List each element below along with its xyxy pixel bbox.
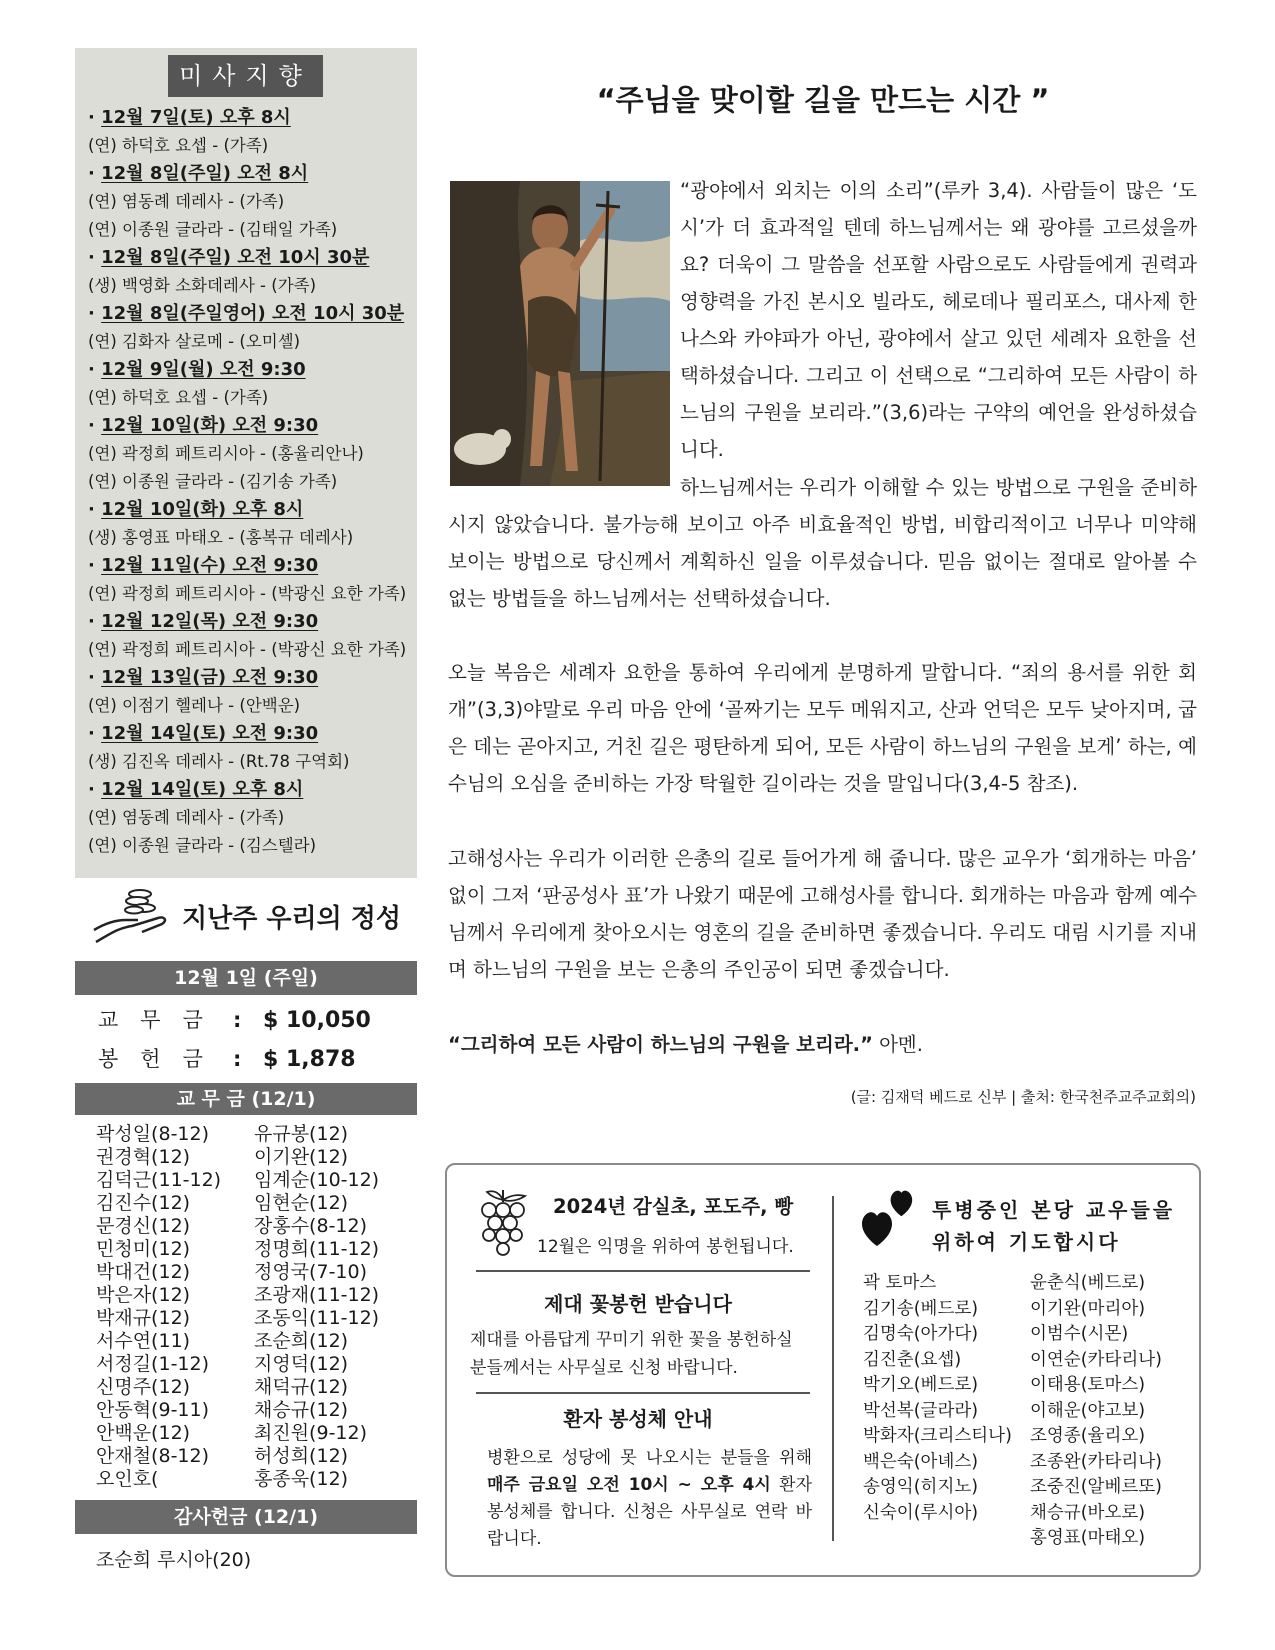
name-entry: 최진원(9-12) <box>254 1422 368 1444</box>
name-entry: 신숙이(루시아) <box>863 1502 979 1523</box>
mass-date-heading <box>86 356 416 384</box>
mass-date-heading <box>86 412 416 440</box>
name-entry: 이해운(야고보) <box>1030 1400 1146 1421</box>
name-entry: 이범수(시몬) <box>1030 1324 1129 1344</box>
article-closing-amen: 아멘. <box>872 1033 923 1056</box>
mass-intention-item: (연) 하덕호 요셉 - (가족) <box>88 136 269 155</box>
mass-date-text: 12월 12일(목) 오전 9:30 <box>101 611 319 632</box>
mass-intention-item: (연) 염동례 데레사 - (가족) <box>88 192 285 211</box>
name-entry: 조영종(율리오) <box>1030 1426 1146 1446</box>
mass-date-heading <box>86 160 416 188</box>
name-entry: 안동혁(9-11) <box>96 1399 210 1421</box>
name-entry: 박재규(12) <box>96 1307 191 1329</box>
mass-intention-item: (연) 이종원 글라라 - (김태일 가족) <box>88 220 338 239</box>
bullet: · <box>88 667 102 688</box>
bullet: · <box>88 555 102 576</box>
name-entry: 김기송(베드로) <box>863 1298 979 1319</box>
name-entry: 유규봉(12) <box>254 1123 349 1145</box>
mass-intention-item: (연) 곽정희 페트리시아 - (박광신 요한 가족) <box>88 584 407 603</box>
sick-communion-text <box>487 1445 812 1553</box>
flower-offering-text: 제대를 아름답게 꾸미기 위한 꽃을 봉헌하실 분들께서는 사무실로 신청 바랍니다. <box>470 1330 793 1378</box>
mass-date-text: 12월 7일(토) 오후 8시 <box>101 107 291 128</box>
name-entry: 임현순(12) <box>254 1192 349 1214</box>
mass-intention-item: (생) 홍영표 마태오 - (홍복규 데레사) <box>88 528 354 547</box>
divider <box>476 1392 810 1394</box>
offering-date-bar: 12월 1일 (주일) <box>75 961 417 995</box>
offering-colon: : <box>233 1008 242 1032</box>
john-the-baptist-painting <box>450 181 670 486</box>
prayer-column-2 <box>1030 1271 1190 1552</box>
name-entry: 조종완(카타리나) <box>1030 1451 1162 1472</box>
name-entry: 정명희(11-12) <box>254 1238 380 1260</box>
mass-intention-item: (생) 백영화 소화데레사 - (가족) <box>88 276 317 295</box>
mass-intention-item: (연) 곽정희 페트리시아 - (홍율리안나) <box>88 444 364 463</box>
name-entry: 박화자(크리스티나) <box>863 1426 1012 1446</box>
mass-date-heading <box>86 664 416 692</box>
mass-intention-item: (연) 염동례 데레사 - (가족) <box>88 808 285 827</box>
bullet: · <box>88 415 102 436</box>
mass-date-text: 12월 8일(주일영어) 오전 10시 30분 <box>101 303 405 324</box>
name-entry: 조동익(11-12) <box>254 1307 380 1329</box>
mass-date-heading <box>86 552 416 580</box>
mass-date-text: 12월 13일(금) 오전 9:30 <box>101 667 319 688</box>
divider <box>476 1270 810 1272</box>
name-entry: 윤춘식(베드로) <box>1030 1273 1146 1293</box>
name-entry: 곽성일(8-12) <box>96 1123 210 1145</box>
name-entry: 안백운(12) <box>96 1422 191 1444</box>
mass-date-heading <box>86 608 416 636</box>
article-title: “주님을 맞이할 길을 만드는 시간 ” <box>596 83 1050 117</box>
name-entry: 장홍수(8-12) <box>254 1215 368 1237</box>
name-entry: 박대건(12) <box>96 1261 191 1283</box>
offering-value: $ 10,050 <box>263 1008 371 1033</box>
bullet: · <box>88 779 102 800</box>
name-entry: 신명주(12) <box>96 1376 191 1398</box>
mass-date-heading <box>86 104 416 132</box>
name-entry: 조중진(알베르또) <box>1030 1477 1162 1497</box>
mass-date-heading <box>86 496 416 524</box>
mass-date-text: 12월 10일(화) 오후 8시 <box>101 499 304 520</box>
bullet: · <box>88 499 102 520</box>
prayer-title: 투병중인 본당 교우들을 위하여 기도합시다 <box>932 1198 1176 1254</box>
name-entry: 정영국(7-10) <box>254 1261 368 1283</box>
name-entry: 이기완(마리아) <box>1030 1298 1146 1319</box>
gyomu-name-list <box>96 1123 416 1491</box>
offering-row-gyomu <box>98 1003 371 1037</box>
mass-date-heading <box>86 720 416 748</box>
mass-intentions-title: 미사지향 <box>168 55 323 97</box>
name-entry: 허성희(12) <box>254 1445 349 1467</box>
sick-communion-text-1: 병환으로 성당에 못 나오시는 분들을 위해 <box>487 1448 812 1468</box>
mass-date-text: 12월 11일(수) 오전 9:30 <box>101 555 319 576</box>
gyomu-column-1 <box>96 1123 254 1491</box>
name-entry: 곽 토마스 <box>863 1273 937 1293</box>
offering-label: 교무금 <box>98 1008 225 1032</box>
mass-date-heading <box>86 776 416 804</box>
name-entry: 김진수(12) <box>96 1192 191 1214</box>
name-entry: 김진춘(요셉) <box>863 1349 962 1370</box>
mass-date-text: 12월 8일(주일) 오전 10시 30분 <box>101 247 370 268</box>
mass-date-heading <box>86 244 416 272</box>
coins-hand-icon <box>92 886 174 946</box>
bullet: · <box>88 611 102 632</box>
bullet: · <box>88 247 102 268</box>
name-entry: 백은숙(아녜스) <box>863 1451 979 1472</box>
name-entry: 채승규(바오로) <box>1030 1502 1146 1523</box>
name-entry: 문경신(12) <box>96 1215 191 1237</box>
mass-intention-item: (연) 이점기 헬레나 - (안백운) <box>88 696 301 715</box>
bullet: · <box>88 163 102 184</box>
notice-vertical-divider <box>832 1196 834 1541</box>
name-entry: 조순희(12) <box>254 1330 349 1352</box>
name-entry: 지영덕(12) <box>254 1353 349 1375</box>
gyomu-bar: 교 무 금 (12/1) <box>75 1083 417 1115</box>
article-closing <box>448 1026 1197 1063</box>
name-entry: 서수연(11) <box>96 1330 191 1352</box>
offering-row-bongheon <box>98 1042 356 1076</box>
bullet: · <box>88 359 102 380</box>
name-entry: 채승규(12) <box>254 1399 349 1421</box>
name-entry: 홍영표(마태오) <box>1030 1528 1146 1548</box>
name-entry: 이태용(토마스) <box>1030 1375 1146 1395</box>
name-entry: 민청미(12) <box>96 1238 191 1260</box>
gyomu-column-2 <box>254 1123 414 1491</box>
sick-communion-title: 환자 봉성체 안내 <box>563 1407 713 1431</box>
flower-offering-title: 제대 꽃봉헌 받습니다 <box>544 1292 732 1316</box>
article-source: (글: 김재덕 베드로 신부 | 출처: 한국천주교주교회의) <box>850 1088 1196 1106</box>
mass-intention-item: (연) 곽정희 페트리시아 - (박광신 요한 가족) <box>88 640 407 659</box>
mass-intention-item: (연) 이종원 글라라 - (김스텔라) <box>88 836 317 855</box>
name-entry: 서정길(1-12) <box>96 1353 210 1375</box>
article-paragraph-1: “광야에서 외치는 이의 소리”(루카 3,4). 사람들이 많은 ‘도시’가 더 효과적일 텐데 하느님께서는 왜 광야를 고르셨을까요? 더욱이 그 말씀을 선포할 사람으로도 사람들에게 권력과 영향력을 가진 본시오 빌라도, 헤로데나 필리포스, 대사제 한나스와 카야파가 아닌, 광야에서 살고 있던 세례자 요한을 선택하셨습니다. 그리고 이 선택으로 “그리하여 모든 사람이 하느님의 구원을 보리라.”(3,6)라는 구약의 예언을 완성하셨습니다. <box>680 179 1197 461</box>
offering-colon: : <box>233 1047 242 1071</box>
offering-value: $ 1,878 <box>263 1047 356 1072</box>
mass-intention-item: (생) 김진옥 데레사 - (Rt.78 구역회) <box>88 752 350 771</box>
hearts-icon <box>860 1190 920 1248</box>
name-entry: 이기완(12) <box>254 1146 349 1168</box>
mass-date-heading <box>86 300 416 328</box>
bullet: · <box>88 107 102 128</box>
sick-communion-time: 매주 금요일 오전 10시 ~ 오후 4시 <box>487 1475 771 1495</box>
name-entry: 권경혁(12) <box>96 1146 191 1168</box>
name-entry: 박은자(12) <box>96 1284 191 1306</box>
mass-intention-item: (연) 하덕호 요셉 - (가족) <box>88 388 269 407</box>
mass-intentions-list <box>86 104 416 860</box>
name-entry: 김덕근(11-12) <box>96 1169 222 1191</box>
name-entry: 송영익(히지노) <box>863 1477 979 1497</box>
sick-communion-text-2: 환자 봉성체를 합니다. 신청은 사무실로 연락 바랍니다. <box>487 1475 812 1549</box>
mass-date-text: 12월 8일(주일) 오전 8시 <box>101 163 309 184</box>
name-entry: 김명숙(아가다) <box>863 1324 979 1344</box>
article-paragraph-3: 오늘 복음은 세례자 요한을 통하여 우리에게 분명하게 말합니다. “죄의 용서를 위한 회개”(3,3)야말로 우리 마음 안에 ‘골짜기는 모두 메워지고, 산과 언덕은 모두 낮아지며, 굽은 데는 곧아지고, 거친 길은 평탄하게 되어, 모든 사람이 하느님의 구원을 보게’ 하는, 예수님의 오심을 준비하는 가장 탁월한 길이라는 것을 말입니다(3,4-5 참조). <box>448 661 1197 795</box>
article-paragraph-2: 하느님께서는 우리가 이해할 수 있는 방법으로 구원을 준비하시지 않았습니다. 불가능해 보이고 아주 비효율적인 방법, 비합리적이고 너무나 미약해 보이는 방법으로 당신께서 계획하신 일을 이루셨습니다. 믿음 없이는 절대로 알아볼 수 없는 방법들을 하느님께서는 선택하셨습니다. <box>448 476 1197 610</box>
mass-intention-item: (연) 이종원 글라라 - (김기송 가족) <box>88 472 338 491</box>
gamsil-subtitle: 12월은 익명을 위하여 봉헌됩니다. <box>537 1237 794 1257</box>
name-entry: 박기오(베드로) <box>863 1375 979 1395</box>
bullet: · <box>88 303 102 324</box>
mass-intention-item: (연) 김화자 살로메 - (오미셸) <box>88 332 301 351</box>
name-entry: 이연순(카타리나) <box>1030 1349 1162 1370</box>
name-entry: 홍종욱(12) <box>254 1468 349 1490</box>
name-entry: 조광재(11-12) <box>254 1284 380 1306</box>
offering-label: 봉헌금 <box>98 1047 225 1071</box>
grapes-icon <box>473 1188 533 1256</box>
name-entry: 안재철(8-12) <box>96 1445 210 1467</box>
prayer-column-1 <box>863 1271 1030 1552</box>
article-closing-quote: “그리하여 모든 사람이 하느님의 구원을 보리라.” <box>448 1033 873 1056</box>
name-entry: 오인호( <box>96 1468 159 1490</box>
bullet: · <box>88 723 102 744</box>
thanks-offering-bar: 감사헌금 (12/1) <box>75 1500 417 1534</box>
mass-date-text: 12월 14일(토) 오후 8시 <box>101 779 304 800</box>
gamsil-title: 2024년 감실초, 포도주, 빵 <box>553 1195 794 1218</box>
name-entry: 박선복(글라라) <box>863 1400 979 1421</box>
mass-date-text: 12월 14일(토) 오전 9:30 <box>101 723 319 744</box>
name-entry: 채덕규(12) <box>254 1376 349 1398</box>
mass-date-text: 12월 9일(월) 오전 9:30 <box>101 359 306 380</box>
thanks-offering-name: 조순희 루시아(20) <box>96 1549 252 1571</box>
prayer-name-list <box>863 1271 1193 1552</box>
article-paragraph-4: 고해성사는 우리가 이러한 은총의 길로 들어가게 해 줍니다. 많은 교우가 ‘회개하는 마음’ 없이 그저 ‘판공성사 표’가 나왔기 때문에 고해성사를 합니다. 회개하는 마음과 함께 예수님께서 우리에게 찾아오시는 영혼의 길을 준비하면 좋겠습니다. 우리도 대림 시기를 지내며 하느님의 구원을 보는 은총의 주인공이 되면 좋겠습니다. <box>448 847 1197 981</box>
name-entry: 임계순(10-12) <box>254 1169 380 1191</box>
offering-title: 지난주 우리의 정성 <box>182 904 402 934</box>
mass-date-text: 12월 10일(화) 오전 9:30 <box>101 415 319 436</box>
